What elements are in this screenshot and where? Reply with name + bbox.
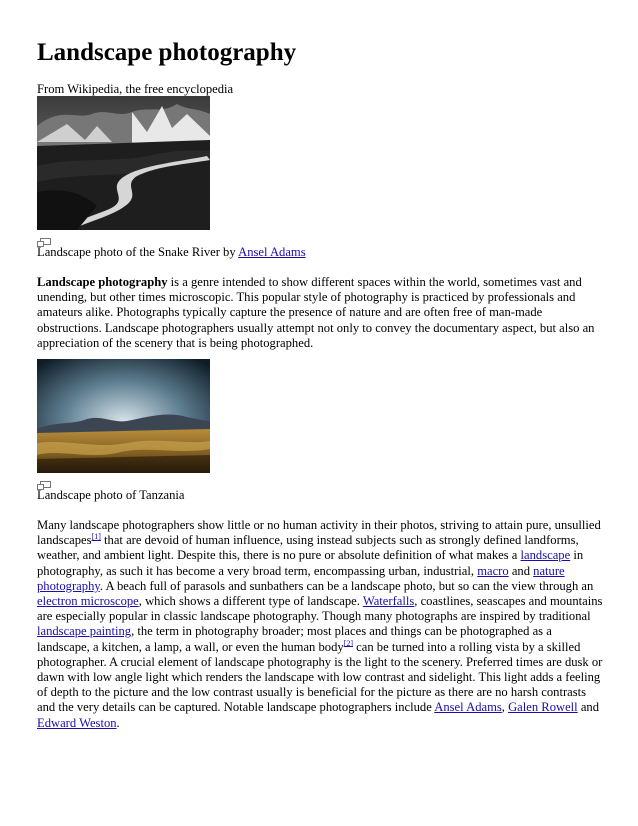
landscape-painting-link[interactable]: landscape painting [37,624,132,639]
enlarge-icon[interactable] [37,479,51,488]
landscape-link[interactable]: landscape [520,548,571,563]
edward-weston-link[interactable]: Edward Weston [37,715,117,730]
caption-text: Landscape photo of the Snake River by [37,245,239,259]
intro-text: is a genre intended to show different spaces within the world, sometimes vast and unending, but other times microscopic. This popular style of photography is practiced by professionals and amateurs alike. Photographs typically capture the presence of nature and are often free of man-made obstructions. Landscape photographers usually attempt not only to convey the documentary aspect, but also an appreciation of the scenery that is being photographed. [37,275,595,350]
text-run: . A beach full of parasols and sunbathers can be a landscape photo, but so can the view through an [99,578,594,593]
ansel-adams-link[interactable]: Ansel Adams [238,245,306,259]
body-paragraph [37,518,603,731]
citation-2-link[interactable]: [2] [343,638,354,648]
text-run: , coastlines, seascapes and mountains are especially popular in classic landscape photography. Though many photographs are inspired by traditional [37,594,603,624]
waterfalls-link[interactable]: Waterfalls [362,594,415,609]
text-run: in photography, as such it has become a very broad term, encompassing urban, industrial, [37,548,584,578]
figure-caption [37,245,306,260]
intro-paragraph [37,275,603,351]
text-run: and [508,563,534,578]
text-run: Many landscape photographers show little or no human activity in their photos, striving to attain pure, unsullied landscapes [37,518,601,548]
text-run: and [577,700,600,715]
article-tagline: From Wikipedia, the free encyclopedia [37,82,234,96]
nature-photography-link[interactable]: nature photography [37,563,565,593]
text-run: , which shows a different type of landscape. [138,594,363,609]
citation-1-link[interactable]: [1] [91,532,101,542]
text-run: can be turned into a rolling vista by a skilled photographer. A crucial element of landscape photography is the light to the scenery. Preferred times are dusk or dawn with low angle light which renders the landscape with low contrast and sidelight. This light adds a feeling of depth to the picture and the low contrast usually is beneficial for the picture as there are no harsh contrasts and the very details can be captured. Notable landscape photographers include [37,639,603,715]
electron-microscope-link[interactable]: electron microscope [37,594,139,609]
macro-link[interactable]: macro [477,563,509,578]
galen-rowell-link[interactable]: Galen Rowell [508,700,578,715]
page-title: Landscape photography [37,39,297,66]
snake-river-photo[interactable] [37,96,210,230]
lead-term: Landscape photography [37,275,168,289]
ansel-adams-link-body[interactable]: Ansel Adams [434,700,502,715]
enlarge-icon[interactable] [37,236,51,245]
text-run: . [116,715,120,730]
text-run: , the term in photography broader; most places and things can be photographed as a landscape, a kitchen, a lamp, a wall, or even the human body [37,624,552,654]
text-run: that are devoid of human influence, using instead subjects such as strongly defined landforms, weather, and ambient light. Despite this, there is no pure or absolute definition of what makes a [37,533,579,563]
text-run: , [501,700,509,715]
tanzania-photo[interactable] [37,359,210,473]
figure-caption: Landscape photo of Tanzania [37,488,185,502]
